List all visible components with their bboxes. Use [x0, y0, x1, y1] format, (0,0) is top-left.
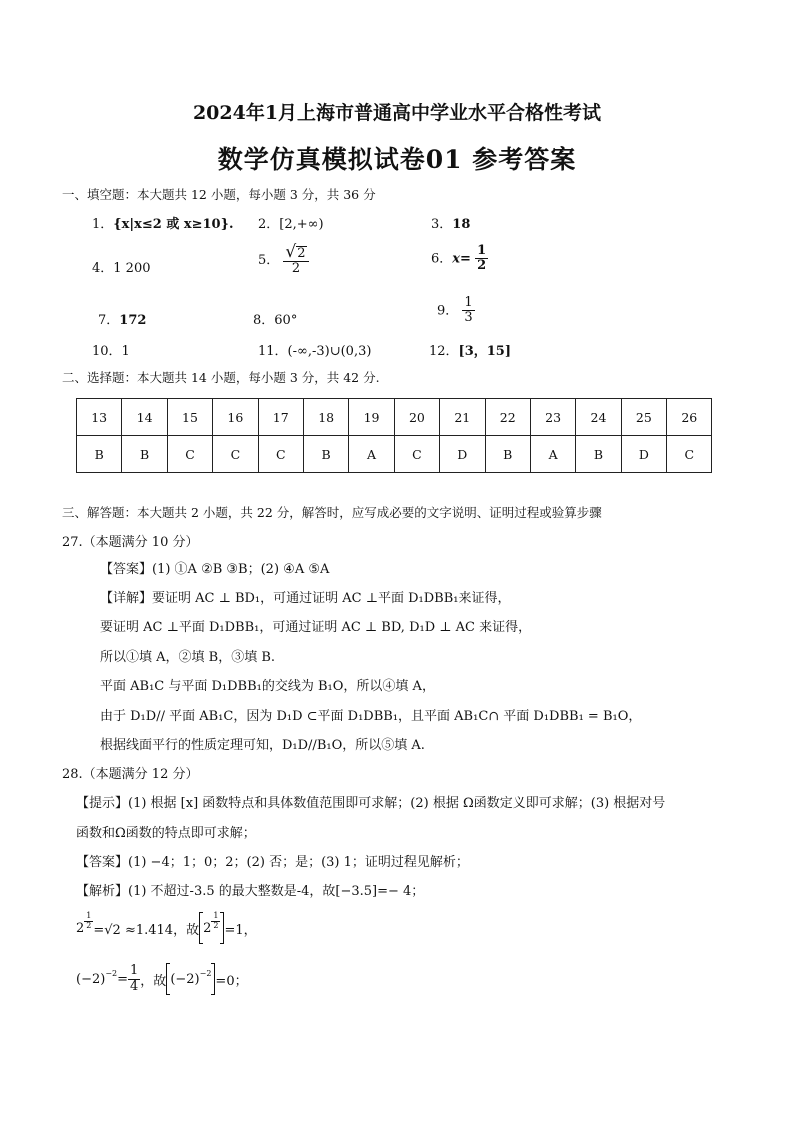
- fill-answer-11: 11．(-∞,-3)∪(0,3): [258, 344, 372, 359]
- q28-analysis: 【解析】(1) 不超过-3.5 的最大整数是-4，故[−3.5]=− 4；: [76, 884, 425, 899]
- answer-cell: A: [349, 436, 394, 473]
- q27-detail-4: 平面 AB₁C 与平面 D₁DBB₁的交线为 B₁O，所以④填 A，: [100, 679, 435, 694]
- q27-detail-6: 根据线面平行的性质定理可知，D₁D//B₁O，所以⑤填 A.: [100, 738, 425, 753]
- q28-equation-1: [76, 912, 257, 944]
- q27-detail-5: 由于 D₁D// 平面 AB₁C，因为 D₁D ⊂平面 D₁DBB₁，且平面 AB₁C∩ 平面 D₁DBB₁ = B₁O，: [100, 709, 642, 724]
- q27-detail-2: 要证明 AC ⊥平面 D₁DBB₁，可通过证明 AC ⊥ BD, D₁D ⊥ AC 来证得，: [100, 620, 532, 635]
- answer-cell: C: [258, 436, 303, 473]
- fill-answer-1: 1．{x|x≤2 或 x≥10}.: [92, 217, 234, 232]
- question-number-cell: 19: [349, 399, 394, 436]
- question-number-cell: 24: [576, 399, 621, 436]
- fraction-1-over-4: $\frac{1}{4}$: [130, 963, 139, 994]
- fraction-1-over-2: $\frac{1}{2}$: [477, 243, 487, 274]
- q27-title: 27.（本题满分 10 分）: [62, 535, 199, 550]
- fill-answer-10: 10．1: [92, 344, 130, 359]
- therefore-text: ，故: [140, 973, 167, 989]
- fill-answer-6: 6．x= $\frac{1}{2}$: [431, 243, 487, 274]
- question-number-cell: 20: [394, 399, 439, 436]
- fill-answer-2: 2．[2,+∞): [258, 217, 324, 232]
- q28-equation-2: [76, 963, 248, 995]
- answer-cell: B: [485, 436, 530, 473]
- answer-cell: B: [303, 436, 348, 473]
- q27-detail-1: 【详解】要证明 AC ⊥ BD₁，可通过证明 AC ⊥平面 D₁DBB₁来证得，: [100, 591, 511, 606]
- q28-hint-line-2: 函数和Ω函数的特点即可求解；: [76, 826, 256, 841]
- section1-heading: 一、填空题：本大题共 12 小题，每小题 3 分，共 36 分: [62, 187, 376, 202]
- floor-inner: 2 $\frac{1}{2}$: [203, 910, 219, 936]
- exponent-neg2: −2: [105, 968, 118, 978]
- q28-hint-line-1: 【提示】(1) 根据 [x] 函数特点和具体数值范围即可求解；(2) 根据 Ω函数定义即可求解；(3) 根据对号: [76, 796, 666, 811]
- answer-cell: D: [621, 436, 666, 473]
- answer-cell: C: [667, 436, 712, 473]
- table-row-answers: [77, 436, 712, 473]
- document-subtitle: 数学仿真模拟试卷01 参考答案: [217, 145, 577, 174]
- question-number-cell: 25: [621, 399, 666, 436]
- document-title: 2024年1月上海市普通高中学业水平合格性考试: [192, 102, 602, 124]
- result-0: =0；: [215, 973, 248, 989]
- q28-answer: 【答案】(1) −4；1；0；2；(2) 否；是；(3) 1；证明过程见解析；: [76, 855, 469, 870]
- equals-sign: =: [117, 971, 129, 987]
- fill-answer-7: 7．172: [98, 313, 147, 328]
- fill-answer-8: 8．60°: [253, 313, 298, 328]
- question-number-cell: 14: [122, 399, 167, 436]
- answer-cell: B: [122, 436, 167, 473]
- fill-answer-9: 9． $\frac{1}{3}$: [437, 295, 473, 326]
- question-number-cell: 13: [77, 399, 122, 436]
- answer-cell: B: [576, 436, 621, 473]
- base-neg2: (−2): [76, 971, 106, 987]
- sqrt2-approx: =√2 ≈1.414，故: [93, 922, 200, 938]
- fraction-sqrt2-over-2: √ 2 2: [283, 244, 308, 277]
- answer-cell: B: [77, 436, 122, 473]
- result-1: =1，: [224, 922, 257, 938]
- question-number-cell: 15: [167, 399, 212, 436]
- question-number-cell: 17: [258, 399, 303, 436]
- section3-heading: 三、解答题：本大题共 2 小题，共 22 分，解答时，应写成必要的文字说明、证明过程或验算步骤: [62, 505, 602, 520]
- answer-cell: D: [440, 436, 485, 473]
- q28-title: 28.（本题满分 12 分）: [62, 767, 199, 782]
- choice-answer-table: [76, 398, 712, 473]
- fraction-1-over-3: $\frac{1}{3}$: [464, 295, 473, 326]
- fill-answer-3: 3．18: [431, 217, 471, 232]
- exponent-half: $\frac{1}{2}$: [86, 910, 92, 930]
- fill-answer-4: 4．1 200: [92, 261, 151, 276]
- fill-answer-5: 5． √ 2 2: [258, 244, 309, 277]
- question-number-cell: 21: [440, 399, 485, 436]
- answer-cell: C: [394, 436, 439, 473]
- answer-cell: C: [213, 436, 258, 473]
- floor-inner-base: (−2): [170, 971, 200, 987]
- floor-inner-exponent: −2: [199, 968, 212, 978]
- question-number-cell: 26: [667, 399, 712, 436]
- q27-detail-3: 所以①填 A，②填 B，③填 B.: [100, 650, 276, 665]
- question-number-cell: 23: [530, 399, 575, 436]
- q27-answer: 【答案】(1) ①A ②B ③B；(2) ④A ⑤A: [100, 562, 330, 577]
- section2-heading: 二、选择题：本大题共 14 小题，每小题 3 分，共 42 分.: [62, 370, 380, 385]
- question-number-cell: 18: [303, 399, 348, 436]
- answer-cell: A: [530, 436, 575, 473]
- table-row-numbers: [77, 399, 712, 436]
- question-number-cell: 22: [485, 399, 530, 436]
- question-number-cell: 16: [213, 399, 258, 436]
- base-2: 2: [76, 920, 85, 936]
- fill-answer-12: 12．[3，15]: [429, 344, 511, 359]
- answer-cell: C: [167, 436, 212, 473]
